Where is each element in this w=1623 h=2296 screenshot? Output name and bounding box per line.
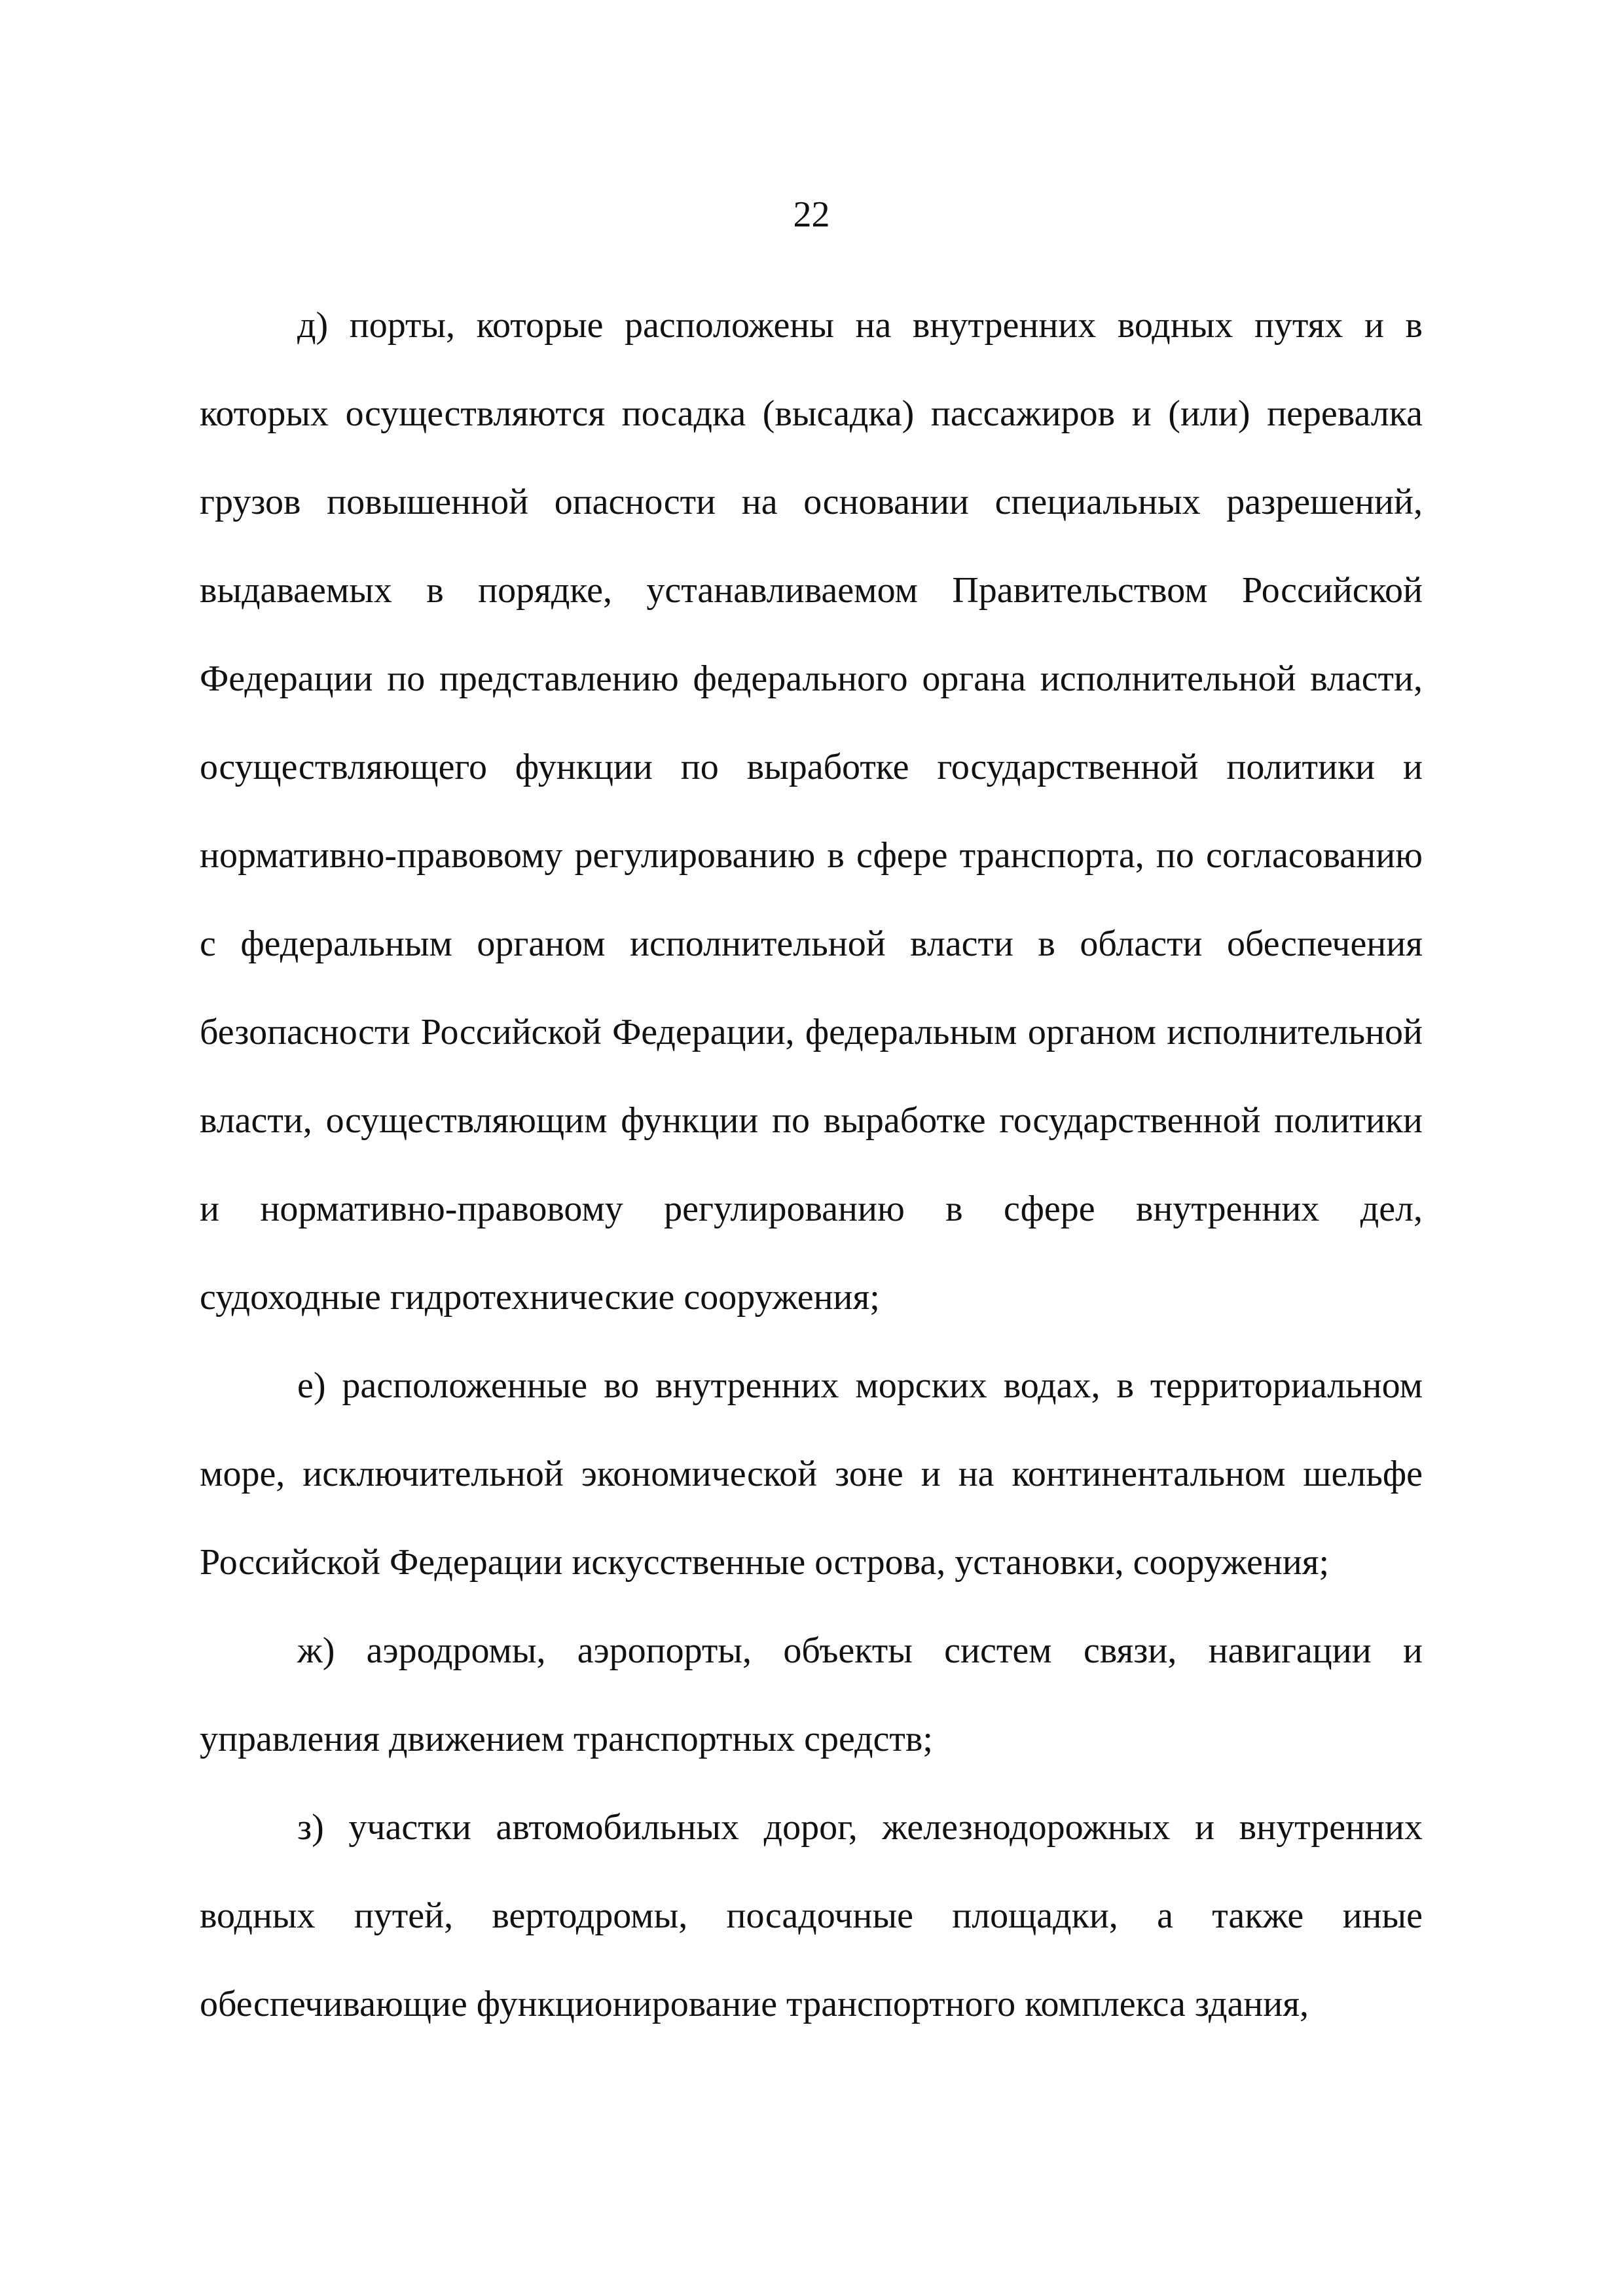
paragraph-z: з) участки автомобильных дорог, железнодорожных и внутренних водных путей, вертодромы, посадочные площадки, а также иные обеспечивающие функционирование транспортного комплекса здания, bbox=[200, 1807, 1423, 2024]
page-number: 22 bbox=[793, 194, 830, 235]
paragraph-e: е) расположенные во внутренних морских водах, в территориальном море, исключительной экономической зоне и на континентальном шельфе Российской Федерации искусственные острова, установки, сооружения; bbox=[200, 1365, 1423, 1583]
paragraph-zh: ж) аэродромы, аэропорты, объекты систем связи, навигации и управления движением транспортных средств; bbox=[200, 1630, 1423, 1759]
document-body bbox=[200, 281, 1423, 2049]
paragraph-d: д) порты, которые расположены на внутренних водных путях и в которых осуществляются посадка (высадка) пассажиров и (или) перевалка грузов повышенной опасности на основании специальных разрешений, выдаваемых в порядке, устанавливаемом Правительством Российской Федерации по представлению федерального органа исполнительной власти, осуществляющего функции по выработке государственной политики и нормативно-правовому регулированию в сфере транспорта, по согласованию с федеральным органом исполнительной власти в области обеспечения безопасности Российской Федерации, федеральным органом исполнительной власти, осуществляющим функции по выработке государственной политики и нормативно-правовому регулированию в сфере внутренних дел, судоходные гидротехнические сооружения; bbox=[200, 305, 1423, 1318]
